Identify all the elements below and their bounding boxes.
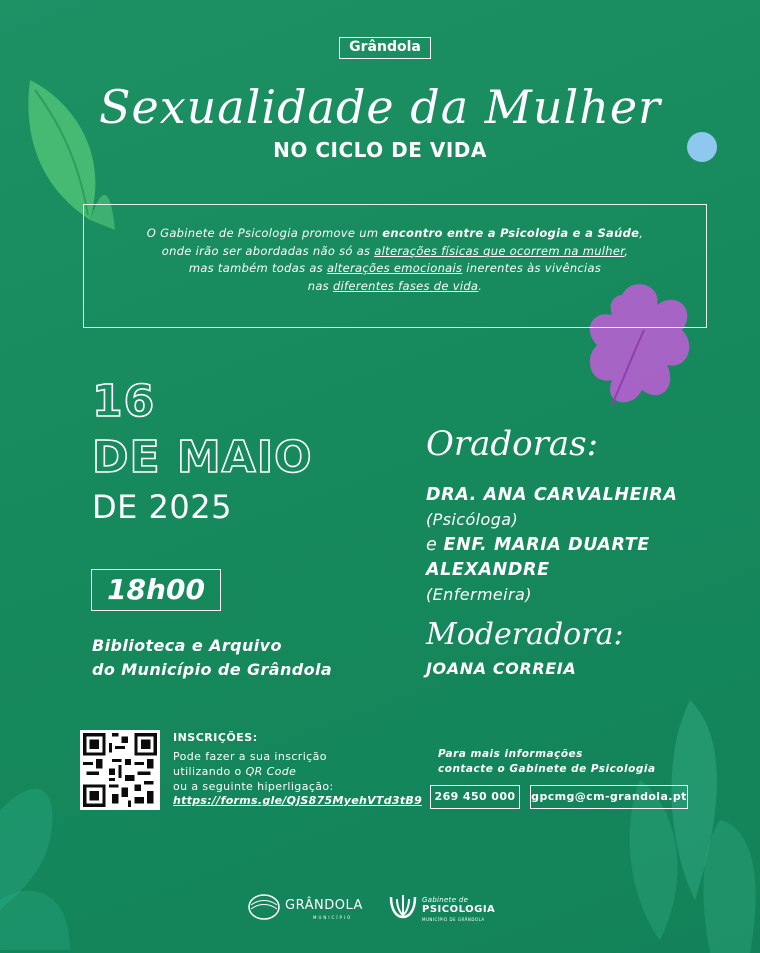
speaker-2-role: (Enfermeira) <box>426 585 532 604</box>
moderator-heading: Moderadora: <box>426 617 624 652</box>
grandola-logo-icon <box>247 893 281 921</box>
venue-line-1: Biblioteca e Arquivo <box>92 636 282 655</box>
intro-line-2: onde irão ser abordadas não só as alterações físicas que ocorrem na mulher, <box>161 243 629 258</box>
contact-title-line-1: Para mais informações <box>438 748 583 760</box>
event-month: DE MAIO <box>92 432 313 483</box>
contact-title-line-2: contacte o Gabinete de Psicologia <box>438 763 656 775</box>
contact-email[interactable]: gpcmg@cm-grandola.pt <box>530 785 688 809</box>
logo1-name: GRÂNDOLA <box>285 898 363 913</box>
event-time: 18h00 <box>91 569 221 611</box>
intro-line-4: nas diferentes fases de vida. <box>307 278 483 293</box>
venue-line-2: do Município de Grândola <box>92 660 333 679</box>
event-subtitle: NO CICLO DE VIDA <box>273 138 487 162</box>
event-year: DE 2025 <box>92 488 232 526</box>
event-venue <box>92 634 332 682</box>
intro-box <box>83 204 707 328</box>
registration-line-2: utilizando o QR Code <box>173 765 297 778</box>
town-tag: Grândola <box>339 37 431 59</box>
logo2-sub: MUNICÍPIO DE GRÂNDOLA <box>422 917 485 922</box>
registration-line-1: Pode fazer a sua inscrição <box>173 750 327 763</box>
speakers-heading: Oradoras: <box>426 424 599 464</box>
moderator-name: JOANA CORREIA <box>426 659 577 678</box>
qr-code-icon[interactable] <box>80 730 160 810</box>
speaker-1-name: DRA. ANA CARVALHEIRA <box>426 485 678 505</box>
event-title: Sexualidade da Mulher <box>98 80 662 134</box>
logo2-name: PSICOLOGIA <box>422 904 496 915</box>
logo2-pre: Gabinete de <box>422 896 469 904</box>
registration-title: INSCRIÇÕES: <box>173 731 258 744</box>
psicologia-logo-icon <box>388 893 418 921</box>
speaker-2-name-line-1: e ENF. MARIA DUARTE <box>426 535 650 555</box>
registration-line-3: ou a seguinte hiperligação: <box>173 780 334 793</box>
intro-line-3: mas também todas as alterações emocionais inerentes às vivências <box>188 261 602 275</box>
event-day: 16 <box>92 376 156 427</box>
contact-phone[interactable]: 269 450 000 <box>430 785 520 809</box>
logo1-sub: MUNICÍPIO <box>313 915 353 920</box>
intro-line-1: O Gabinete de Psicologia promove um encontro entre a Psicologia e a Saúde, <box>146 226 644 240</box>
teal-leaves-right-icon <box>600 700 760 953</box>
speaker-2-name-line-2: ALEXANDRE <box>426 560 550 580</box>
registration-link[interactable]: https://forms.gle/QjS875MyehVTd3tB9 <box>173 794 423 807</box>
speaker-1-role: (Psicóloga) <box>426 510 519 529</box>
